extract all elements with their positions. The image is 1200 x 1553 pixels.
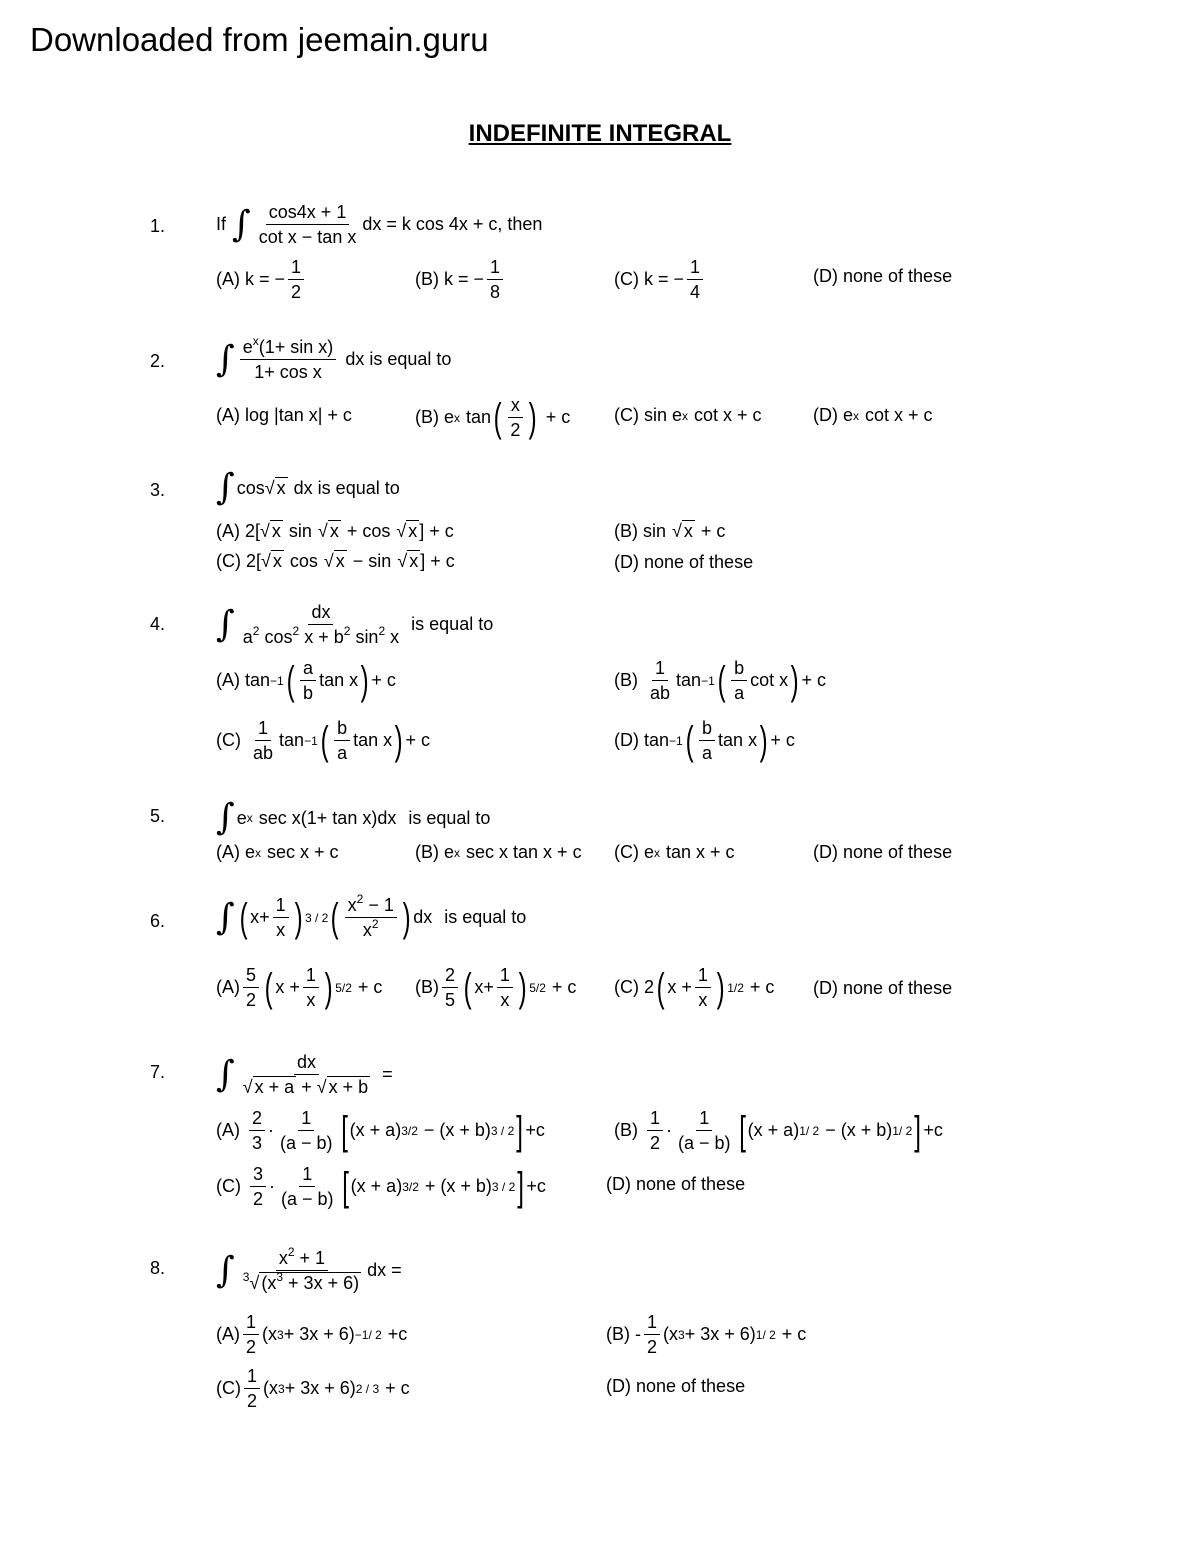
fraction: $\frac{\cos 4x + 1}{\text{cot x − tan x}}$ bbox=[258, 202, 357, 247]
option-c: (C) 2 ( x + $\frac{1}{x}$ ) 1/2 + c bbox=[614, 965, 775, 1010]
option-a: (A) $\frac{5}{2}$ ( x + $\frac{1}{x}$ ) 5/2 + c bbox=[216, 965, 383, 1010]
question-stem: ∫ $\frac{dx}{√ x + a + √ x + b}$ = bbox=[216, 1052, 393, 1097]
option-a: (A) $\frac{2}{3}$ · $\frac{1}{(a - b)}$ [ (x + a) 3/2 − (x + b) 3 / 2 ] +c bbox=[216, 1108, 545, 1153]
option-b: (B) $\frac{2}{5}$ ( x+ $\frac{1}{x}$ ) 5/2 + c bbox=[415, 965, 577, 1010]
option-d: (D) none of these bbox=[614, 552, 754, 572]
option-a: (A) log |tan x| + c bbox=[216, 405, 352, 425]
option-c: (C) 2[ √ x cos √ x − sin √ x ] + c bbox=[216, 550, 455, 571]
option-b: (B) sin √ x + c bbox=[614, 520, 726, 541]
question-number: 3. bbox=[150, 480, 166, 500]
option-b: (B) e x sec x tan x + c bbox=[415, 842, 582, 862]
question-stem: ∫ e x sec x(1+ tan x)dx is equal to bbox=[216, 797, 491, 838]
question-stem: ∫ cos √ x dx is equal to bbox=[216, 467, 400, 508]
option-d: (D) tan −1 ( $\frac{b}{a}$ tan x ) + c bbox=[614, 718, 795, 763]
question-number: 1. bbox=[150, 216, 166, 236]
option-d: (D) none of these bbox=[813, 978, 953, 998]
source-header: Downloaded from jeemain.guru bbox=[30, 21, 489, 58]
option-c: (C) e x tan x + c bbox=[614, 842, 735, 862]
option-d: (D) e x cot x + c bbox=[813, 405, 933, 425]
question-number: 7. bbox=[150, 1062, 166, 1082]
option-b: (B) k = − $\frac{1}{8}$ bbox=[415, 255, 506, 304]
question-stem: ∫ ( x+ $\frac{1}{x}$ ) 3 / 2 ( $\frac{x^2 - 1}{x^2}$ ) dx is equal to bbox=[216, 892, 527, 940]
option-d: (D) none of these bbox=[813, 266, 953, 286]
option-c: (C) k = − $\frac{1}{4}$ bbox=[614, 255, 706, 304]
question-number: 6. bbox=[150, 911, 166, 931]
question-number: 5. bbox=[150, 806, 166, 826]
page-title: INDEFINITE INTEGRAL bbox=[468, 120, 732, 147]
question-number: 4. bbox=[150, 614, 166, 634]
question-number: 2. bbox=[150, 351, 166, 371]
option-c: (C) $\frac{3}{2}$ · $\frac{1}{(a - b)}$ [ (x + a) 3/2 + (x + b) 3 / 2 ] +c bbox=[216, 1164, 546, 1209]
option-b: (B) $\frac{1}{ab}$ tan −1 ( $\frac{b}{a}$ cot x ) + c bbox=[614, 658, 826, 703]
option-a: (A) $\frac{1}{2}$ ( x 3 + 3x + 6 ) −1/ 2 +c bbox=[216, 1312, 408, 1357]
option-d: (D) none of these bbox=[606, 1376, 746, 1396]
question-stem: ∫ $\frac{dx}{a^2 \cos^2 x + b^2 \sin^2 x}$ is equal to bbox=[216, 602, 494, 647]
option-c: (C) $\frac{1}{2}$ ( x 3 + 3x + 6 ) 2 / 3 + c bbox=[216, 1366, 410, 1411]
option-a: (A) k = − $\frac{1}{2}$ bbox=[216, 255, 307, 304]
option-b: (B) e x tan ( $\frac{x}{2}$ ) + c bbox=[415, 395, 571, 440]
option-b: (B) - $\frac{1}{2}$ ( x 3 + 3x + 6 ) 1/ 2 + c bbox=[606, 1312, 807, 1357]
option-d: (D) none of these bbox=[813, 842, 953, 862]
question-stem: ∫ $\frac{x^2 + 1}{^3√ (x^3 + 3x + 6)}$ dx = bbox=[216, 1245, 402, 1293]
option-b: (B) $\frac{1}{2}$ · $\frac{1}{(a - b)}$ [ (x + a) 1/ 2 − (x + b) 1/ 2 ] +c bbox=[614, 1108, 943, 1153]
question-stem: ∫ $\frac{e^x(1+ \sin x)}{\text{1+ cos x}}$ dx is equal to bbox=[216, 334, 452, 382]
option-c: (C) sin e x cot x + c bbox=[614, 405, 762, 425]
option-a: (A) e x sec x + c bbox=[216, 842, 339, 862]
option-d: (D) none of these bbox=[606, 1174, 746, 1194]
option-a: (A) tan −1 ( $\frac{a}{b}$ tan x ) + c bbox=[216, 658, 396, 703]
option-c: (C) $\frac{1}{ab}$ tan −1 ( $\frac{b}{a}$ tan x ) + c bbox=[216, 718, 430, 763]
question-stem: If ∫ $\frac{\cos 4x + 1}{\text{cot x − tan x}}$ dx = k cos 4x + c, then bbox=[216, 202, 543, 247]
integral-sign: ∫ bbox=[232, 203, 251, 245]
integral-sign: ∫ bbox=[216, 338, 235, 380]
option-a: (A) 2[ √ x sin √ x + cos √ x ] + c bbox=[216, 520, 454, 541]
question-number: 8. bbox=[150, 1258, 166, 1278]
